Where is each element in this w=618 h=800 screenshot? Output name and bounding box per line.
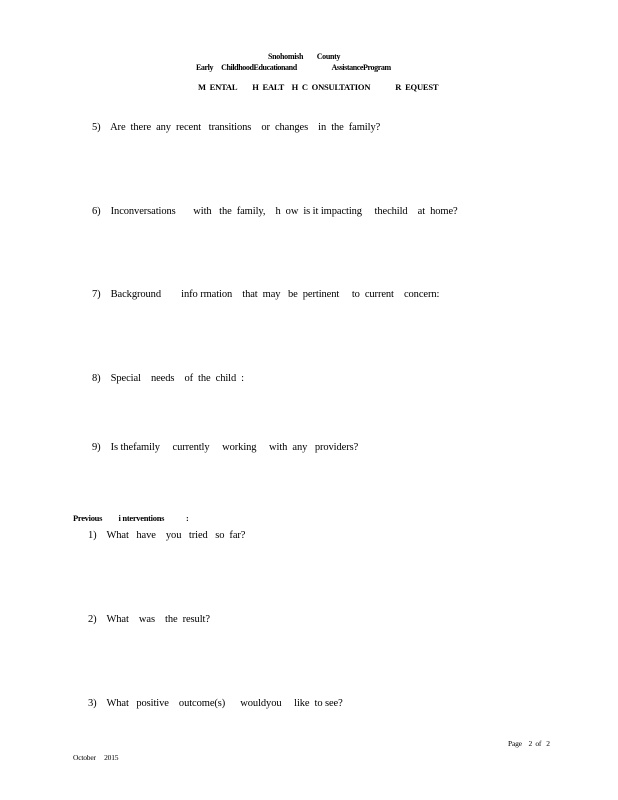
intervention-question-2: 2) What was the result? <box>88 614 210 625</box>
intervention-question-3: 3) What positive outcome(s) wouldyou like to see? <box>88 698 343 709</box>
header-county: Snohomish County <box>268 52 341 61</box>
question-8: 8) Special needs of the child : <box>92 373 244 384</box>
question-7: 7) Background info rmation that may be pertinent to current concern: <box>92 289 440 300</box>
header-program: Early ChildhoodEducationand AssistanceProgram <box>196 63 391 72</box>
footer-date: October 2015 <box>73 753 119 762</box>
intervention-question-1: 1) What have you tried so far? <box>88 530 246 541</box>
question-9: 9) Is thefamily currently working with any providers? <box>92 442 359 453</box>
question-5: 5) Are there any recent transitions or changes in the family? <box>92 122 381 133</box>
header-form-title: M ENTAL H EALT H C ONSULTATION R EQUEST <box>198 82 439 92</box>
section-heading-previous-interventions: Previous i nterventions : <box>73 513 189 523</box>
question-6: 6) Inconversations with the family, h ow is it impacting thechild at home? <box>92 206 458 217</box>
page-number: Page 2 of 2 <box>508 739 550 748</box>
